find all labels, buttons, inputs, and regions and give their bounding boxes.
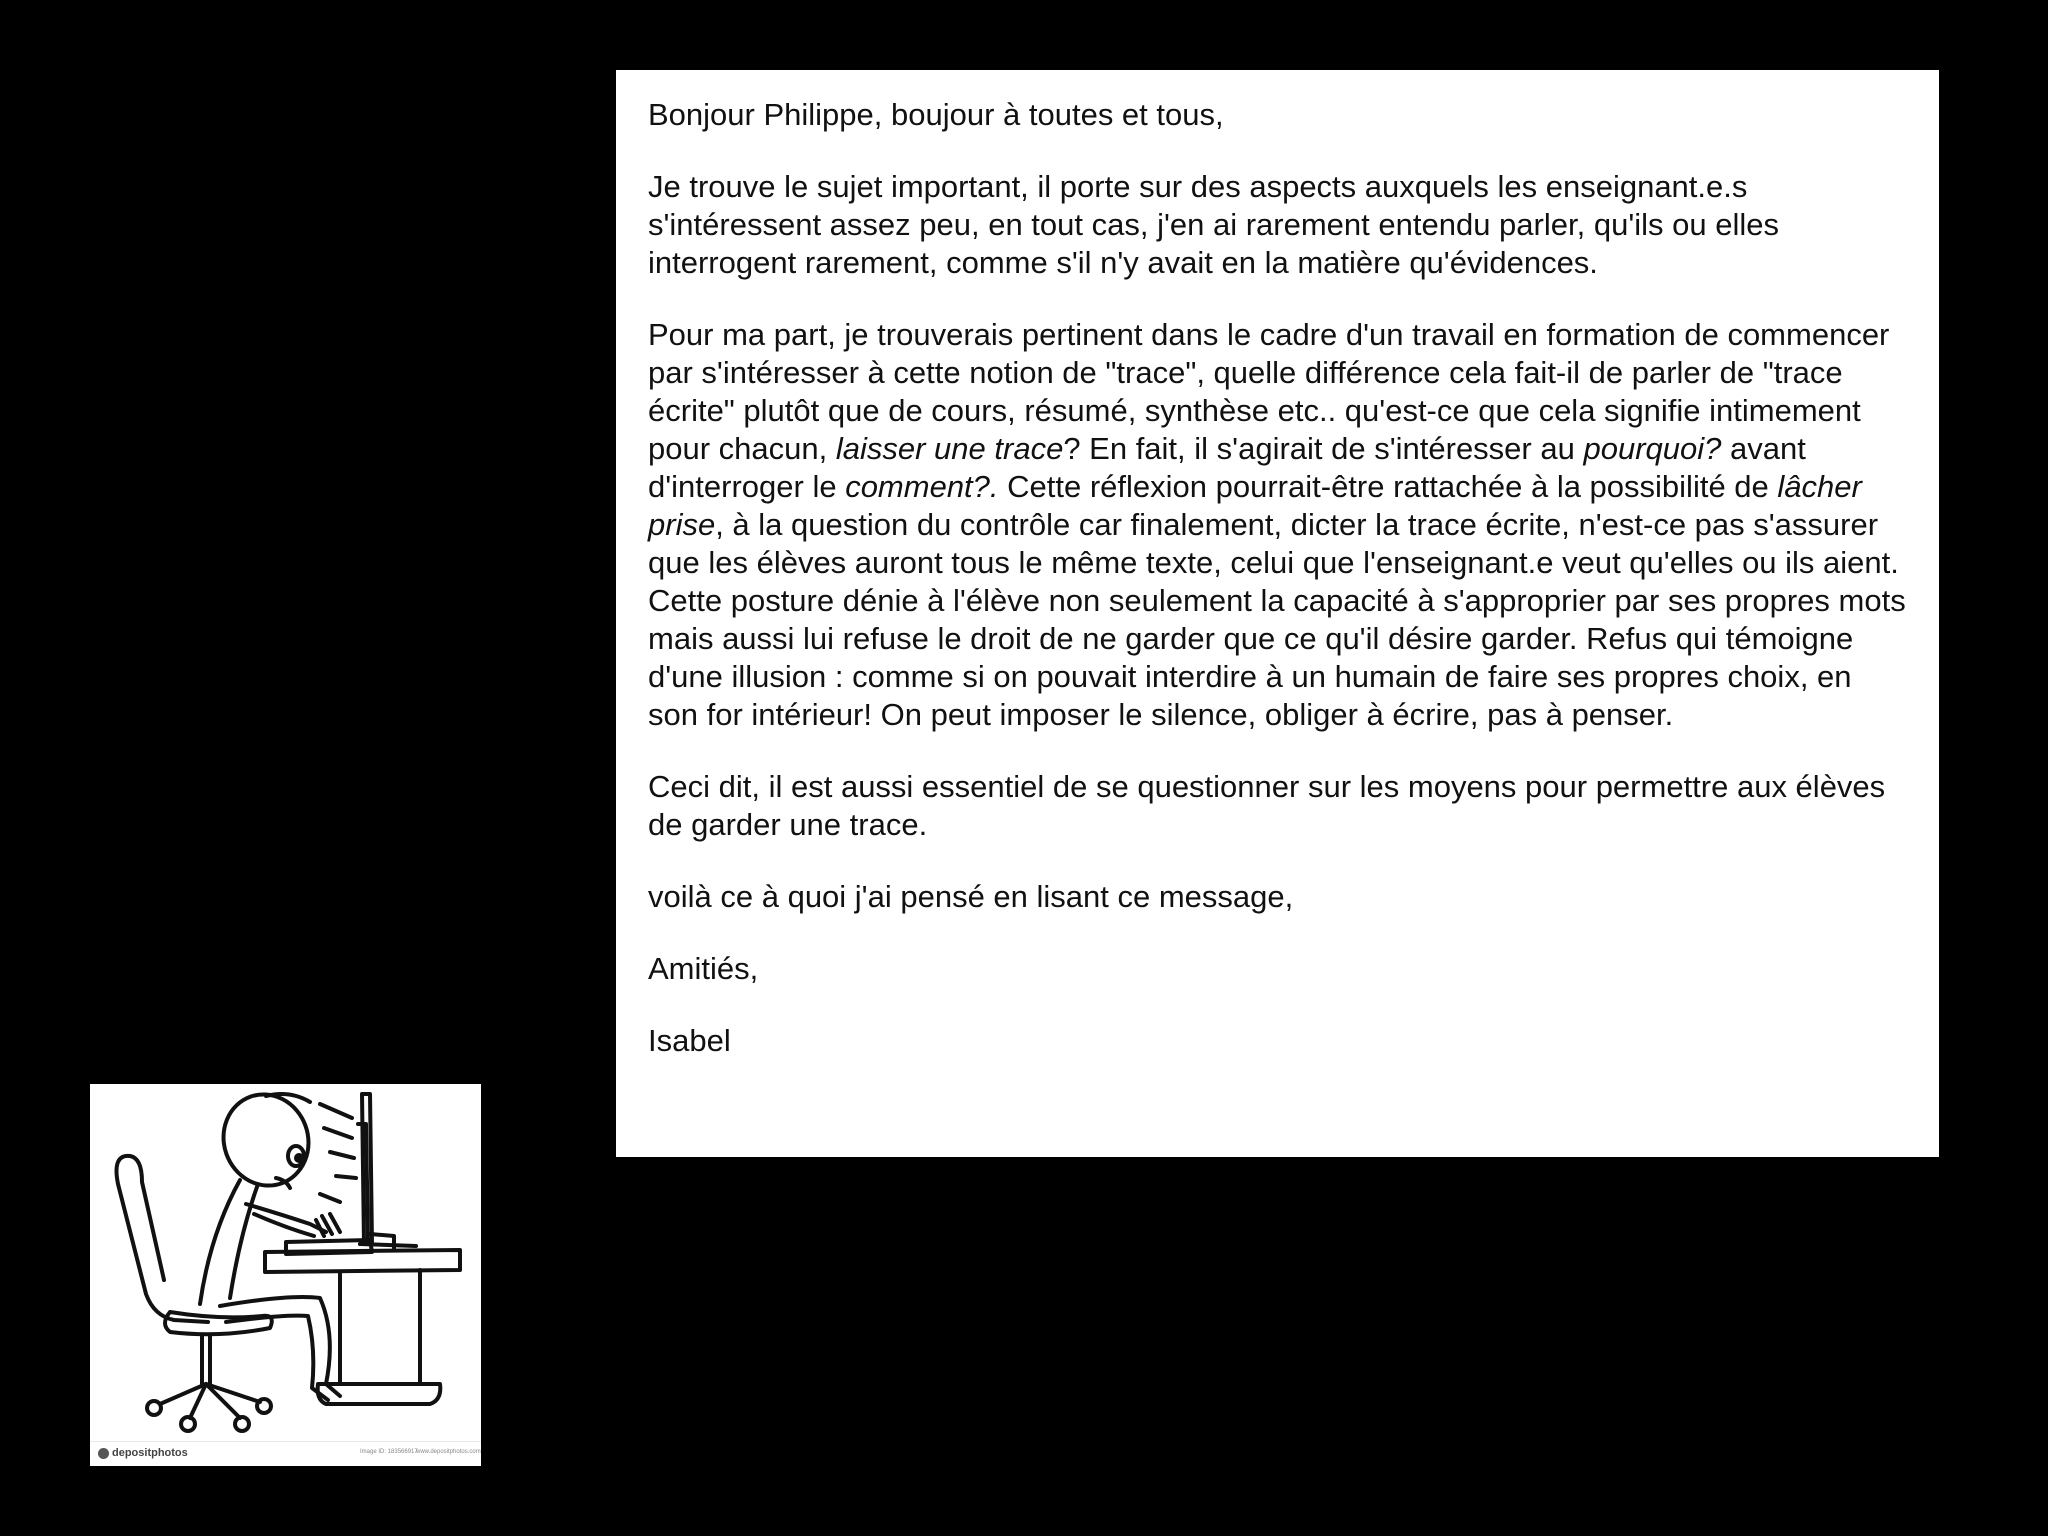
letter-paragraph-1: Je trouve le sujet important, il porte sur des aspects auxquels les enseignant.e.s s'intéressent assez peu, en tout cas, j'en ai rarement entendu parler, qu'ils ou elles interrogent rarement, comme s'il n'y avait en la matière qu'évidences. <box>648 169 1779 280</box>
letter-closing: Amitiés, <box>648 951 759 986</box>
letter-text-panel <box>616 70 1939 1157</box>
p2-text-1: Pour ma part, je trouverais pertinent dans le cadre d'un travail en formation de commencer par s'intéresser à cette notion de "trace", quelle différence cela fait-il de parler de "trace écrite" plutôt que de cours, résumé, synthèse etc.. qu'est-ce que cela signifie intimement pour chacun, <box>648 317 1890 466</box>
letter-greeting: Bonjour Philippe, boujour à toutes et tous, <box>648 97 1224 132</box>
p2-text-2: ? En fait, il s'agirait de s'intéresser au <box>1063 431 1584 466</box>
letter-paragraph-4: voilà ce à quoi j'ai pensé en lisant ce message, <box>648 879 1294 914</box>
stick-figure-drawing <box>90 1084 481 1442</box>
letter-paragraph-2 <box>648 316 1907 734</box>
letter-paragraph-3: Ceci dit, il est aussi essentiel de se questionner sur les moyens pour permettre aux élèves de garder une trace. <box>648 769 1886 842</box>
watermark-brand: depositphotos <box>112 1447 188 1459</box>
p2-emphasis-laisser: laisser une trace <box>835 431 1064 466</box>
watermark-url: www.depositphotos.com <box>416 1449 481 1455</box>
watermark-bar <box>90 1441 481 1466</box>
depositphotos-logo-icon <box>98 1448 109 1459</box>
p2-emphasis-pourquoi: pourquoi? <box>1583 431 1722 466</box>
p2-text-5: , à la question du contrôle car finalement, dicter la trace écrite, n'est-ce pas s'assurer que les élèves auront tous le même texte, celui que l'enseignant.e veut qu'elles ou ils aient. Cette posture dénie à l'élève non seulement la capacité à s'approprier par ses propres mots mais aussi lui refuse le droit de ne garder que ce qu'il désire garder. Refus qui témoigne d'une illusion : comme si on pouvait interdire à un humain de faire ses propres choix, en son for intérieur! On peut imposer le silence, obliger à écrire, pas à penser. <box>648 507 1906 732</box>
p2-emphasis-comment: comment?. <box>845 469 999 504</box>
watermark-image-id: Image ID: 183566917 <box>360 1449 418 1455</box>
letter-signature: Isabel <box>648 1023 731 1058</box>
stick-figure-computer-illustration <box>90 1084 481 1466</box>
p2-emphasis-lacher: lâcher prise <box>648 469 1862 542</box>
p2-text-4: Cette réflexion pourrait-être rattachée à la possibilité de <box>998 469 1778 504</box>
depositphotos-logo <box>98 1447 188 1459</box>
p2-text-3: avant d'interroger le <box>648 431 1806 504</box>
